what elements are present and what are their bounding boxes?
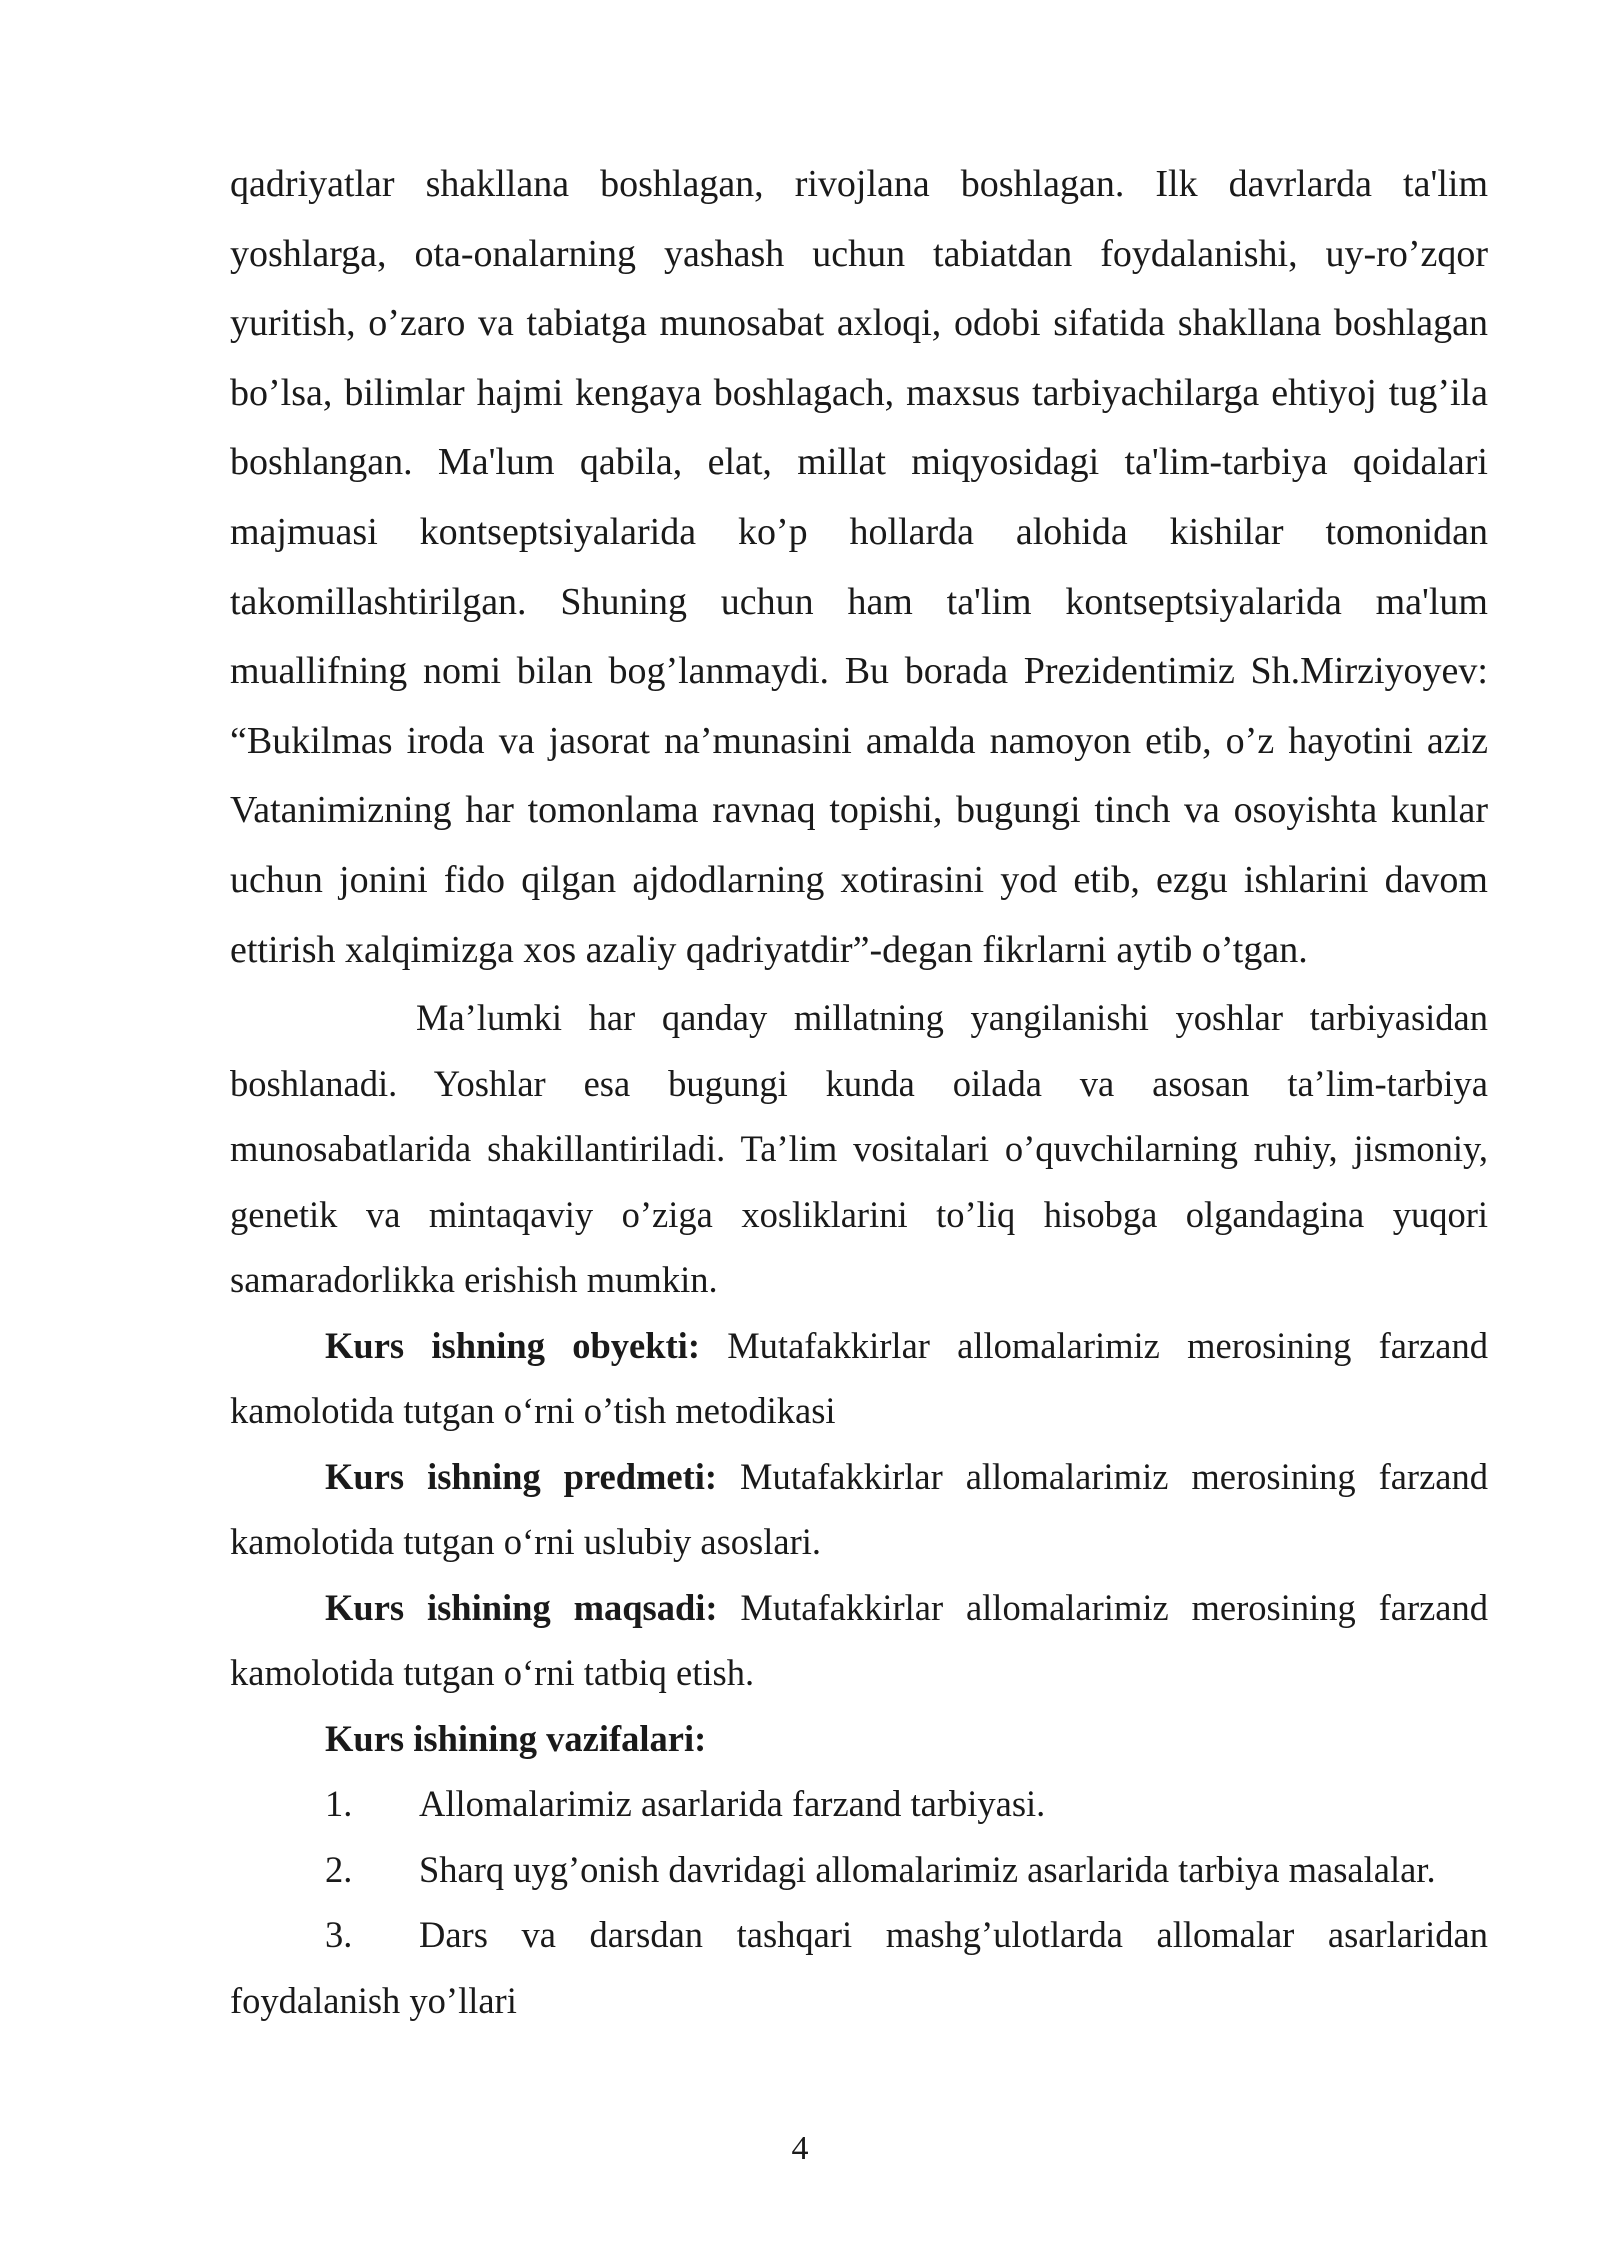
course-goal-paragraph [230,1575,1488,1706]
page-number: 4 [791,2130,809,2167]
course-object-paragraph [230,1313,1488,1444]
second-paragraph: Ma’lumki har qanday millatning yangilanishi yoshlar tarbiyasidan boshlanadi. Yoshlar esa bugungi kunda oilada va asosan ta’lim-tarbiya munosabatlarida shakillantiriladi. Ta’lim vositalari o’quvchilarning ruhiy, jismoniy, genetik va mintaqaviy o’ziga xosliklarini to’liq hisobga olgandagina yuqori samaradorlikka erishish mumkin. [230,997,1488,1301]
document-page [230,150,1488,2033]
course-subject-text: Mutafakkirlar allomalarimiz merosining farzand kamolotida tutgan o‘rni uslubiy asoslari. [230,1455,1488,1563]
intro-paragraph: qadriyatlar shakllana boshlagan, rivojlana boshlagan. Ilk davrlarda ta'lim yoshlarga, ota-onalarning yashash uchun tabiatdan foydalanishi, uy-ro’zqor yuritish, o’zaro va tabiatga munosabat axloqi, odobi sifatida shakllana boshlagan bo’lsa, bilimlar hajmi kengaya boshlagach, maxsus tarbiyachilarga ehtiyoj tug’ila boshlangan. Ma'lum qabila, elat, millat miqyosidagi ta'lim-tarbiya qoidalari majmuasi kontseptsiyalarida ko’p hollarda alohida kishilar tomonidan takomillashtirilgan. Shuning uchun ham ta'lim kontseptsiyalarida ma'lum muallifning nomi bilan bog’lanmaydi. Bu borada Prezidentimiz Sh.Mirziyoyev: “Bukilmas iroda va jasorat na’munasini amalda namoyon etib, o’z hayotini aziz Vatanimizning har tomonlama ravnaq topishi, bugungi tinch va osoyishta kunlar uchun jonini fido qilgan ajdodlarning xotirasini yod etib, ezgu ishlarini davom ettirish xalqimizga xos azaliy qadriyatdir”-degan fikrlarni aytib o’tgan. [230,163,1488,971]
course-goal-label: Kurs ishining maqsadi: [325,1586,718,1628]
task-number: 2. [325,1848,353,1890]
task-item-1 [230,1771,1488,1837]
course-goal-text: Mutafakkirlar allomalarimiz merosining farzand kamolotida tutgan o‘rni tatbiq etish. [230,1586,1489,1694]
course-subject-paragraph [230,1444,1488,1575]
course-object-text: Mutafakkirlar allomalarimiz merosining farzand kamolotida tutgan o‘rni o’tish metodikasi [230,1324,1489,1432]
task-text: Allomalarimiz asarlarida farzand tarbiyasi. [419,1783,1046,1825]
task-text: Dars va darsdan tashqari mashg’ulotlarda allomalar asarlaridan foydalanish yo’llari [230,1914,1488,2021]
course-subject-label: Kurs ishning predmeti: [325,1455,718,1497]
course-object-label: Kurs ishning obyekti: [325,1324,700,1366]
task-item-2 [230,1837,1488,1903]
task-item-3 [230,1902,1488,2033]
course-tasks-heading: Kurs ishining vazifalari: [325,1717,707,1759]
task-text: Sharq uyg’onish davridagi allomalarimiz asarlarida tarbiya masalalar. [419,1848,1436,1890]
task-number: 3. [325,1914,353,1956]
task-number: 1. [325,1783,353,1825]
